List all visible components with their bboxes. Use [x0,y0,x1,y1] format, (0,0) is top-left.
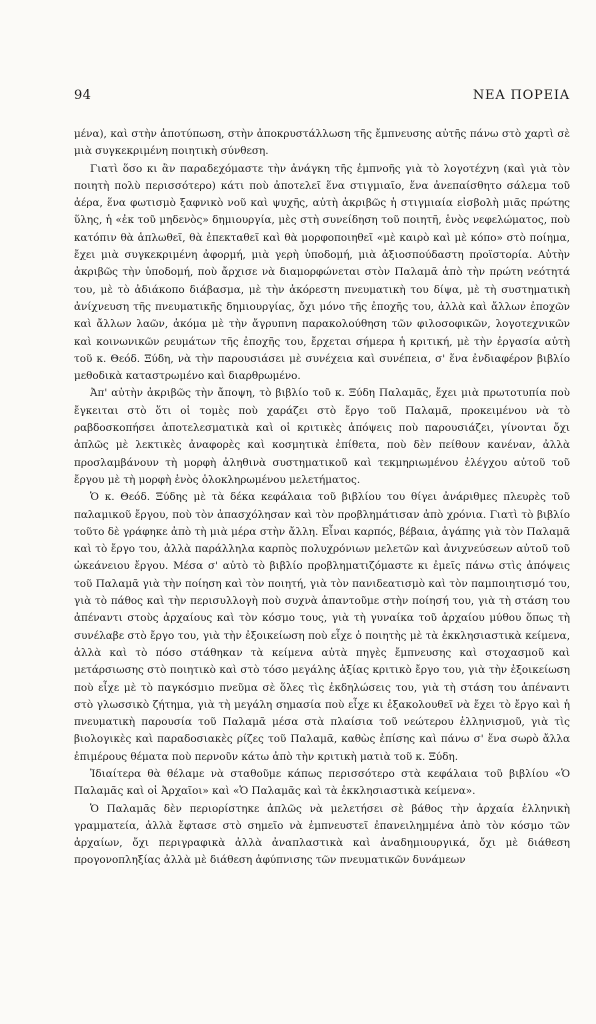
paragraph: Γιατὶ ὅσο κι ἂν παραδεχόμαστε τὴν ἀνάγκη τῆς ἐμπνοῆς γιὰ τὸ λογοτέχνη (καὶ γιὰ τὸν ποιητὴ πολὺ περισσότερο) κάτι ποὺ ἀποτελεῖ ἕνα στιγμιαῖο, ἕνα ἀνεπαίσθητο σάλεμα τοῦ ἀέρα, ἕνα φωτισμὸ ξαφνικὸ νοῦ καὶ ψυχῆς, αὐτὴ ἀκριβῶς ἡ στιγμιαία εἰσβολὴ μιᾶς πρώτης ὕλης, ἡ «ἐκ τοῦ μηδενὸς» δημιουργία, μὲς στὴ συνείδηση τοῦ ποιητῆ, ἑνὸς νεφελώματος, ποὺ κατόπιν θὰ ἁπλωθεῖ, θὰ ἐπεκταθεῖ καὶ θὰ μορφοποιηθεῖ «μὲ καιρὸ καὶ μὲ κόπο» στὸ ποίημα, ἔχει μιὰ συγκεκριμένη ἀφορμή, μιὰ γερὴ ὑποδομή, μιὰ ἀξιοσπούδαστη προϊστορία. Αὐτὴν ἀκριβῶς τὴν ὑποδομή, ποὺ ἄρχισε νὰ διαμορφώνεται στὸν Παλαμᾶ ἀπὸ τὴν πρώτη νεότητά του, μὲ τὸ ἀδιάκοπο διάβασμα, μὲ τὴν ἀκόρεστη πνευματικὴ του δίψα, μὲ τὴ συστηματικὴ ἀνίχνευση τῆς πνευματικῆς δημιουργίας, ὄχι μόνο τῆς ἐποχῆς του, ἀλλὰ καὶ ἄλλων ἐποχῶν καὶ ἄλλων λαῶν, ἀκόμα μὲ τὴν ἄγρυπνη παρακολούθηση τῶν φιλοσοφικῶν, λογοτεχνικῶν καὶ κοινωνικῶν ρευμάτων τῆς ἐποχῆς του, ἔρχεται σήμερα ἡ κριτική, μὲ τὴν ἐργασία αὐτὴ τοῦ κ. Θεόδ. Ξύδη, νὰ τὴν παρουσιάσει μὲ συνέχεια καὶ συνέπεια, σ' ἕνα ἐνδιαφέρον βιβλίο μεθοδικὰ καταστρωμένο καὶ διαρθρωμένο. [74,162,570,383]
paragraph: Ὁ Παλαμᾶς δὲν περιορίστηκε ἁπλῶς νὰ μελετήσει σὲ βάθος τὴν ἀρχαία ἑλληνικὴ γραμματεία, ἀλλὰ ἔφτασε στὸ σημεῖο νὰ ἐμπνευστεῖ ἐπανειλημμένα ἀπὸ τὸν κόσμο τῶν ἀρχαίων, ὄχι περιγραφικὰ ἀλλὰ ἀναπλαστικὰ καὶ ἀναδημιουργικά, ὄχι μὲ διάθεση προγονοπληξίας ἀλλὰ μὲ διάθεση ἀφύπνισης τῶν πνευματικῶν δυνάμεων [74,802,570,867]
journal-title: ΝΕΑ ΠΟΡΕΙΑ [472,88,570,103]
paragraph: Ὁ κ. Θεόδ. Ξύδης μὲ τὰ δέκα κεφάλαια τοῦ βιβλίου του θίγει ἀνάριθμες πλευρὲς τοῦ παλαμικοῦ ἔργου, ποὺ τὸν ἀπασχόλησαν καὶ τὸν προβλημάτισαν ἀπὸ χρόνια. Γιατὶ τὸ βιβλίο τοῦτο δὲ γράφηκε ἀπὸ τὴ μιὰ μέρα στὴν ἄλλη. Εἶναι καρπός, βέβαια, ἀγάπης γιὰ τὸν Παλαμᾶ καὶ τὸ ἔργο του, ἀλλὰ παράλληλα καρπὸς πολυχρόνιων μελετῶν καὶ ἀνιχνεύσεων αὐτοῦ τοῦ ὠκεάνειου ἔργου. Μέσα σ' αὐτὸ τὸ βιβλίο προβληματιζόμαστε κι ἐμεῖς πάνω στὶς ἀπόψεις τοῦ Παλαμᾶ γιὰ τὴν ποίηση καὶ τὸν ποιητή, γιὰ τὸν πανιδεατισμὸ καὶ τὸν παμποιητισμό του, γιὰ τὸ πάθος καὶ τὴν περισυλλογὴ ποὺ συχνὰ ἀπαντοῦμε στὴν ποίησή του, γιὰ τὴ στάση του ἀπέναντι στοὺς ἀρχαίους καὶ τὸν κόσμο τους, γιὰ τὴ γυναίκα τοῦ ἀρχαίου μύθου ὅπως τὴ συνέλαβε στὸ ἔργο του, γιὰ τὴν ἐξοικείωση ποὺ εἶχε ὁ ποιητὴς μὲ τὰ ἐκκλησιαστικὰ κείμενα, ἀλλὰ καὶ τὸ πόσο στάθηκαν τὰ κείμενα αὐτὰ πηγὲς ἔμπνευσης καὶ στοχασμοῦ καὶ μετάρσιωσης στὸ ποιητικὸ καὶ στὸ τόσο μεγάλης ἀξίας κριτικὸ ἔργο του, γιὰ τὴν ἐξοικείωση ποὺ εἶχε μὲ τὸ παγκόσμιο πνεῦμα σὲ ὅλες τὶς ἐκδηλώσεις του, γιὰ τὴ στάση του ἀπέναντι στὸ γλωσσικὸ ζήτημα, γιὰ τὴ μεγάλη σημασία ποὺ εἶχε κι ἐξακολουθεῖ νὰ ἔχει τὸ ἔργο καὶ ἡ πνευματικὴ παρουσία τοῦ Παλαμᾶ μέσα στὰ πλαίσια τοῦ νεώτερου ἑλληνισμοῦ, γιὰ τὶς βιολογικὲς καὶ παραδοσιακὲς ρίζες τοῦ Παλαμᾶ, καθὼς ἐπίσης καὶ πάνω σ' ἕνα σωρὸ ἄλλα ἐπιμέρους θέματα ποὺ περνοῦν κάτω ἀπὸ τὴν κριτικὴ ματιὰ τοῦ κ. Ξύδη. [74,491,570,763]
paragraph: Ἰδιαίτερα θὰ θέλαμε νὰ σταθοῦμε κάπως περισσότερο στὰ κεφάλαια τοῦ βιβλίου «Ὁ Παλαμᾶς καὶ οἱ Ἀρχαῖοι» καὶ «Ὁ Παλαμᾶς καὶ τὰ ἐκκλησιαστικὰ κείμενα». [74,767,570,798]
running-head [74,88,570,103]
page-number: 94 [74,88,92,103]
paragraph-continuation: μένα), καὶ στὴν ἀποτύπωση, στὴν ἀποκρυστάλλωση τῆς ἔμπνευσης αὐτῆς πάνω στὸ χαρτὶ σὲ μιὰ συγκεκριμένη ποιητικὴ σύνθεση. [74,128,570,158]
paragraph: Ἀπ' αὐτὴν ἀκριβῶς τὴν ἄποψη, τὸ βιβλίο τοῦ κ. Ξύδη Παλαμᾶς, ἔχει μιὰ πρωτοτυπία ποὺ ἔγκειται στὸ ὅτι οἱ τομὲς ποὺ χαράζει στὸ ἔργο τοῦ Παλαμᾶ, προκειμένου νὰ τὸ ραβδοσκοπήσει ἀποτελεσματικὰ καὶ οἱ κριτικὲς ἀπόψεις ποὺ παρουσιάζει, γίνονται ὄχι ἁπλῶς μὲ λεκτικὲς ἀναφορὲς καὶ κοσμητικὰ ἐπίθετα, ποὺ δὲν πείθουν κανέναν, ἀλλὰ προσλαμβάνουν τὴ μορφὴ ἀληθινὰ συστηματικοῦ καὶ τεκμηριωμένου ἐλέγχου αὐτοῦ τοῦ ἔργου μὲ τὴ μορφὴ ἑνὸς ὁλοκληρωμένου μελετήματος. [74,387,570,486]
body-text [74,126,570,870]
